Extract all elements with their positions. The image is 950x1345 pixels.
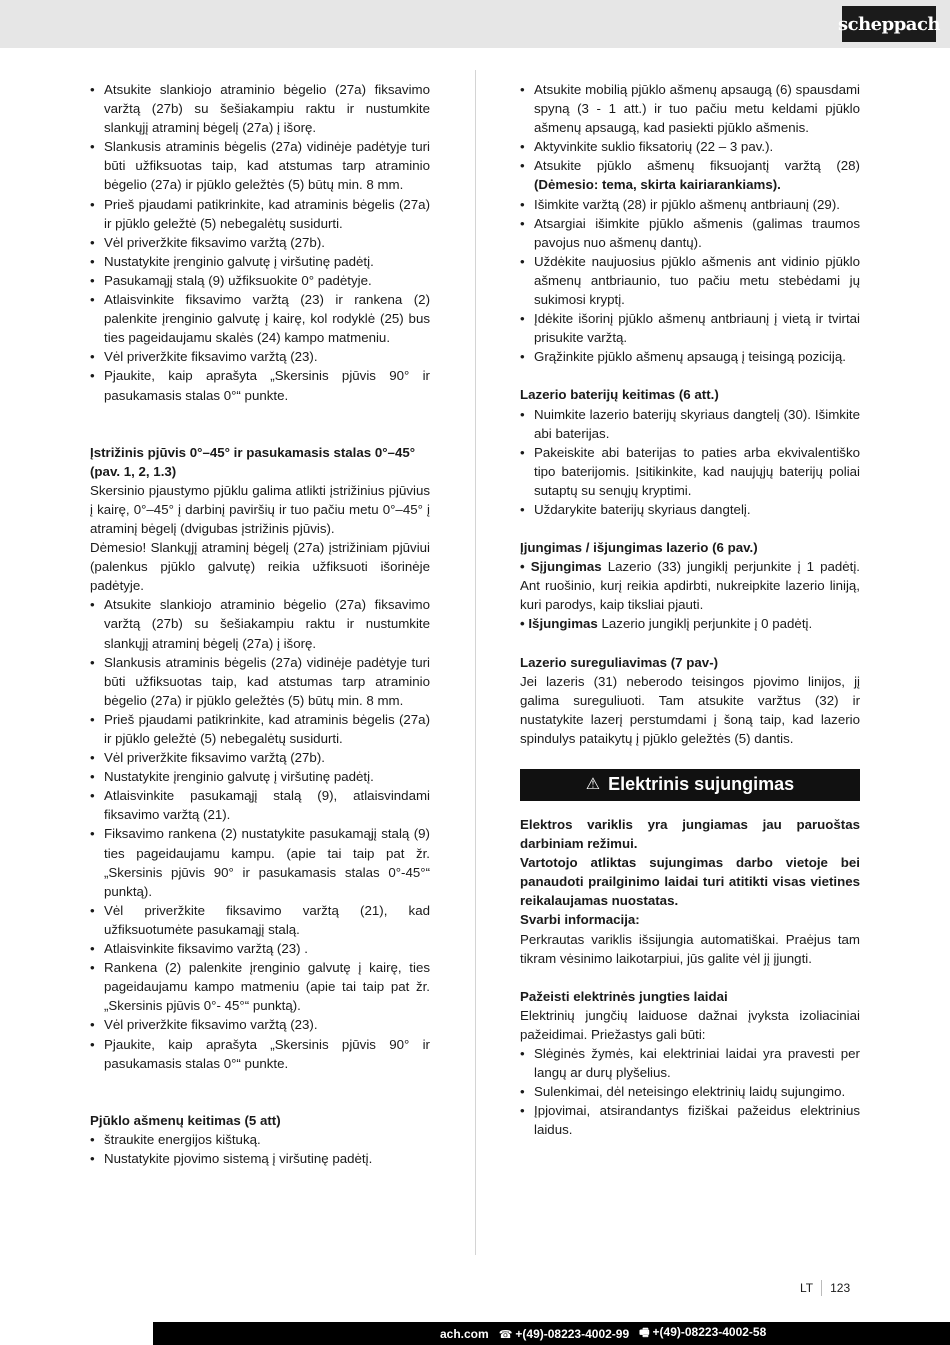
list-item: • Įpjovimai, atsirandantys fiziškai pažeidus elektrinius laidus.: [520, 1101, 860, 1139]
list-item: • Prieš pjaudami patikrinkite, kad atraminis bėgelis (27a) ir pjūklo geležtė (5) nebegalėtų susidurti.: [90, 195, 430, 233]
list-item: • Pakeiskite abi baterijas to paties arba ekvivalentiško tipo baterijomis. Įsitikinkite, kad naujųjų baterijų poliai sutaptų su senųjų kryptimi.: [520, 443, 860, 500]
paragraph: Jei lazeris (31) neberodo teisingos pjovimo linijos, jį galima sureguliuoti. Tam atsukite varžtus (32) ir nustatykite lazerį perstumdami į šoną taip, kad lazerio spindulys pataikytų į pjūklo geležtės (5) dantis.: [520, 673, 860, 746]
list-item: • Atsukite slankiojo atraminio bėgelio (27a) fiksavimo varžtą (27b) su šešiakampiu raktu ir nustumkite slankųjį atraminį bėgelį (27a) į išorę.: [90, 80, 430, 137]
list-item: • Atsargiai išimkite pjūklo ašmenis (galimas traumos pavojus nuo ašmenų dantų).: [520, 214, 860, 252]
section-heading: Lazerio baterijų keitimas (6 att.): [520, 387, 719, 403]
list-item: • Nustatykite įrenginio galvutę į viršutinę padėtį.: [90, 252, 430, 271]
list-item: • Atlaisvinkite pasukamąjį stalą (9), atlaisvindami fiksavimo varžtą (21).: [90, 786, 430, 824]
list-item: • Įdėkite išorinį pjūklo ašmenų antbriaunį į vietą ir tvirtai prisukite varžtą.: [520, 309, 860, 347]
list-item: • Fiksavimo rankena (2) nustatykite pasukamąjį stalą (9) ties pageidaujamu kampu. (apie tai taip pat žr. „Skersinis pjūvis 90° ir pasukamasis stalas 0°-45°“ punktą).: [90, 824, 430, 900]
list-item: • Slankusis atraminis bėgelis (27a) vidinėje padėtyje turi būti užfiksuotas taip, kad atstumas tarp atraminio bėgelio (27a) ir pjūklo geležtės (5) būtų min. 8 mm.: [90, 653, 430, 710]
list-item: [520, 156, 860, 194]
fax-number: +(49)-08223-4002-58: [652, 1325, 767, 1339]
phone-icon: ☎: [498, 1328, 513, 1341]
banner-title: Elektrinis sujungimas: [608, 774, 795, 795]
footer-fax: [639, 1324, 766, 1343]
caution-text: (Dėmesio: tema, skirta kairiarankiams).: [534, 177, 781, 193]
page-number-separator: [821, 1280, 822, 1296]
fax-icon: 🖷: [639, 1327, 650, 1339]
list-item: • Atlaisvinkite fiksavimo varžtą (23) ir rankena (2) palenkite įrenginio galvutę į kairę, kol rodyklė (25) bus ties pageidaujamu skalės (24) kampo matmeniu.: [90, 290, 430, 347]
paragraph: Skersinio pjaustymo pjūklu galima atlikti įstrižinius pjūvius į kairę, 0°–45° į darbinį paviršių ir tuo pačiu metu 0°–45° į atraminį bėgelį (dvigubas įstrižinis pjūvis).: [90, 482, 430, 536]
bullet-list-damaged: [520, 1044, 860, 1139]
footer-website: ach.com: [440, 1326, 489, 1341]
section-heading: Pažeisti elektrinės jungties laidai: [520, 988, 728, 1004]
list-item: • Nuimkite lazerio baterijų skyriaus dangtelį (30). Išimkite abi baterijas.: [520, 405, 860, 443]
bullet-list-battery: [520, 405, 860, 520]
list-item-text: Atsukite pjūklo ašmenų fiksuojantį varžtą (28): [534, 158, 860, 174]
list-item: • Nustatykite įrenginio galvutę į viršutinę padėtį.: [90, 767, 430, 786]
page-number: 123: [830, 1281, 851, 1295]
list-item: • Vėl priveržkite fiksavimo varžtą (23).: [90, 347, 430, 366]
laser-on-label: • Sįjungimas: [520, 559, 602, 575]
laser-off-label: • Išjungimas: [520, 616, 598, 632]
footer-white-block: [0, 1322, 153, 1345]
list-item: • Vėl priveržkite fiksavimo varžtą (27b).: [90, 233, 430, 252]
list-item: • Uždarykite baterijų skyriaus dangtelį.: [520, 500, 860, 519]
list-item: • Vėl priveržkite fiksavimo varžtą (21), kad užfiksuotumėte pasukamąjį stalą.: [90, 901, 430, 939]
list-item: • Aktyvinkite suklio fiksatorių (22 – 3 pav.).: [520, 137, 860, 156]
paragraph: Elektrinių jungčių laiduose dažnai įvyksta izoliaciniai pažeidimai. Priežastys gali būti:: [520, 1007, 860, 1042]
paragraph: [520, 557, 860, 614]
section-heading: Įstrižinis pjūvis 0°–45° ir pasukamasis stalas 0°–45° (pav. 1, 2, 1.3): [90, 444, 416, 479]
list-item: • Vėl priveržkite fiksavimo varžtą (27b).: [90, 748, 430, 767]
list-item: • Pjaukite, kaip aprašyta „Skersinis pjūvis 90° ir pasukamasis stalas 0°“ punkte.: [90, 1035, 430, 1073]
right-column: [520, 80, 860, 1140]
column-divider: [475, 70, 476, 1255]
list-item: • Vėl priveržkite fiksavimo varžtą (23).: [90, 1015, 430, 1034]
list-item: • Sulenkimai, dėl neteisingo elektrinių laidų sujungimo.: [520, 1082, 860, 1101]
bullet-list-blade: [520, 80, 860, 366]
section-heading: Lazerio sureguliavimas (7 pav-): [520, 654, 719, 670]
list-item: • Slankusis atraminis bėgelis (27a) vidinėje padėtyje turi būti užfiksuotas taip, kad atstumas tarp atraminio bėgelio (27a) ir pjūklo geležtės (5) būtų min. 8 mm.: [90, 137, 430, 194]
list-item: • Atsukite slankiojo atraminio bėgelio (27a) fiksavimo varžtą (27b) su šešiakampiu raktu ir nustumkite slankųjį atraminį bėgelį (27a) į išorę.: [90, 595, 430, 652]
phone-number: +(49)-08223-4002-99: [515, 1326, 630, 1341]
footer-bar: [0, 1322, 950, 1345]
paragraph: Dėmesio! Slankųjį atraminį bėgelį (27a) įstrižiniam pjūviui (palenkus pjūklo galvutę) reikia užfiksuoti išorinėje padėtyje.: [90, 540, 430, 594]
brand-logo: scheppach: [842, 6, 936, 42]
list-item: • Rankena (2) palenkite įrenginio galvutę į kairę, ties pageidaujamu kampo matmeniu (apie tai taip pat žr. „Skersinis pjūvis 0°- 45°“ punktą).: [90, 958, 430, 1015]
left-column: [90, 80, 430, 1168]
section-heading: Pjūklo ašmenų keitimas (5 att): [90, 1112, 281, 1128]
laser-on-text: Lazerio (33) jungiklį perjunkite į 1 padėtį. Ant ruošinio, kurį reikia apdirbti, nukreipkite lazerio liniją, kuri parodys, kaip tiksliai pjauti.: [520, 559, 860, 613]
paragraph: Perkrautas variklis išsijungia automatiškai. Praėjus tam tikram vėsinimo laikotarpiui, jūs galite vėl jį įjungti.: [520, 931, 860, 966]
list-item: • Uždėkite naujuosius pjūklo ašmenis ant vidinio pjūklo ašmenų antbriaunio, tuo pačiu metu stebėdami jų sukimosi kryptį.: [520, 252, 860, 309]
list-item: • Atsukite mobilią pjūklo ašmenų apsaugą (6) spausdami spyną (3 - 1 att.) ir tuo pačiu metu keldami pjūklo ašmenų apsaugą, kad pasiekti pjūklo ašmenis.: [520, 80, 860, 137]
footer-phone: [499, 1327, 629, 1341]
bullet-list-c: [90, 1130, 430, 1168]
bold-paragraph: Svarbi informacija:: [520, 912, 640, 928]
list-item: • Pasukamąjį stalą (9) užfiksuokite 0° padėtyje.: [90, 271, 430, 290]
bold-paragraph: Vartotojo atliktas sujungimas darbo vietoje bei panaudoti prailginimo laidai turi atitikti visas vietines reikalaujamas nuostatas.: [520, 855, 860, 909]
paragraph: [520, 614, 860, 633]
list-item: • Prieš pjaudami patikrinkite, kad atraminis bėgelis (27a) ir pjūklo geležtė (5) nebegalėtų susidurti.: [90, 710, 430, 748]
list-item: • Atlaisvinkite fiksavimo varžtą (23) .: [90, 939, 430, 958]
language-code: LT: [800, 1281, 814, 1295]
list-item: • Nustatykite pjovimo sistemą į viršutinę padėtį.: [90, 1149, 430, 1168]
header-bar: [0, 0, 950, 48]
bullet-list-a: [90, 80, 430, 405]
section-banner: [520, 769, 860, 801]
warning-icon: ⚠: [585, 776, 601, 794]
list-item: • štraukite energijos kištuką.: [90, 1130, 430, 1149]
bullet-list-b: [90, 595, 430, 1072]
page-number-block: [800, 1280, 850, 1296]
bold-paragraph: Elektros variklis yra jungiamas jau paruoštas darbiniam režimui.: [520, 817, 860, 852]
list-item: • Pjaukite, kaip aprašyta „Skersinis pjūvis 90° ir pasukamasis stalas 0°“ punkte.: [90, 366, 430, 404]
footer-contact: [440, 1322, 766, 1345]
laser-off-text: Lazerio jungiklį perjunkite į 0 padėtį.: [597, 616, 813, 632]
list-item: • Slėginės žymės, kai elektriniai laidai yra pravesti per langų ar durų plyšelius.: [520, 1044, 860, 1082]
list-item: • Grąžinkite pjūklo ašmenų apsaugą į teisingą poziciją.: [520, 347, 860, 366]
section-heading: Įjungimas / išjungimas lazerio (6 pav.): [520, 540, 758, 556]
list-item: • Išimkite varžtą (28) ir pjūklo ašmenų antbriaunį (29).: [520, 195, 860, 214]
